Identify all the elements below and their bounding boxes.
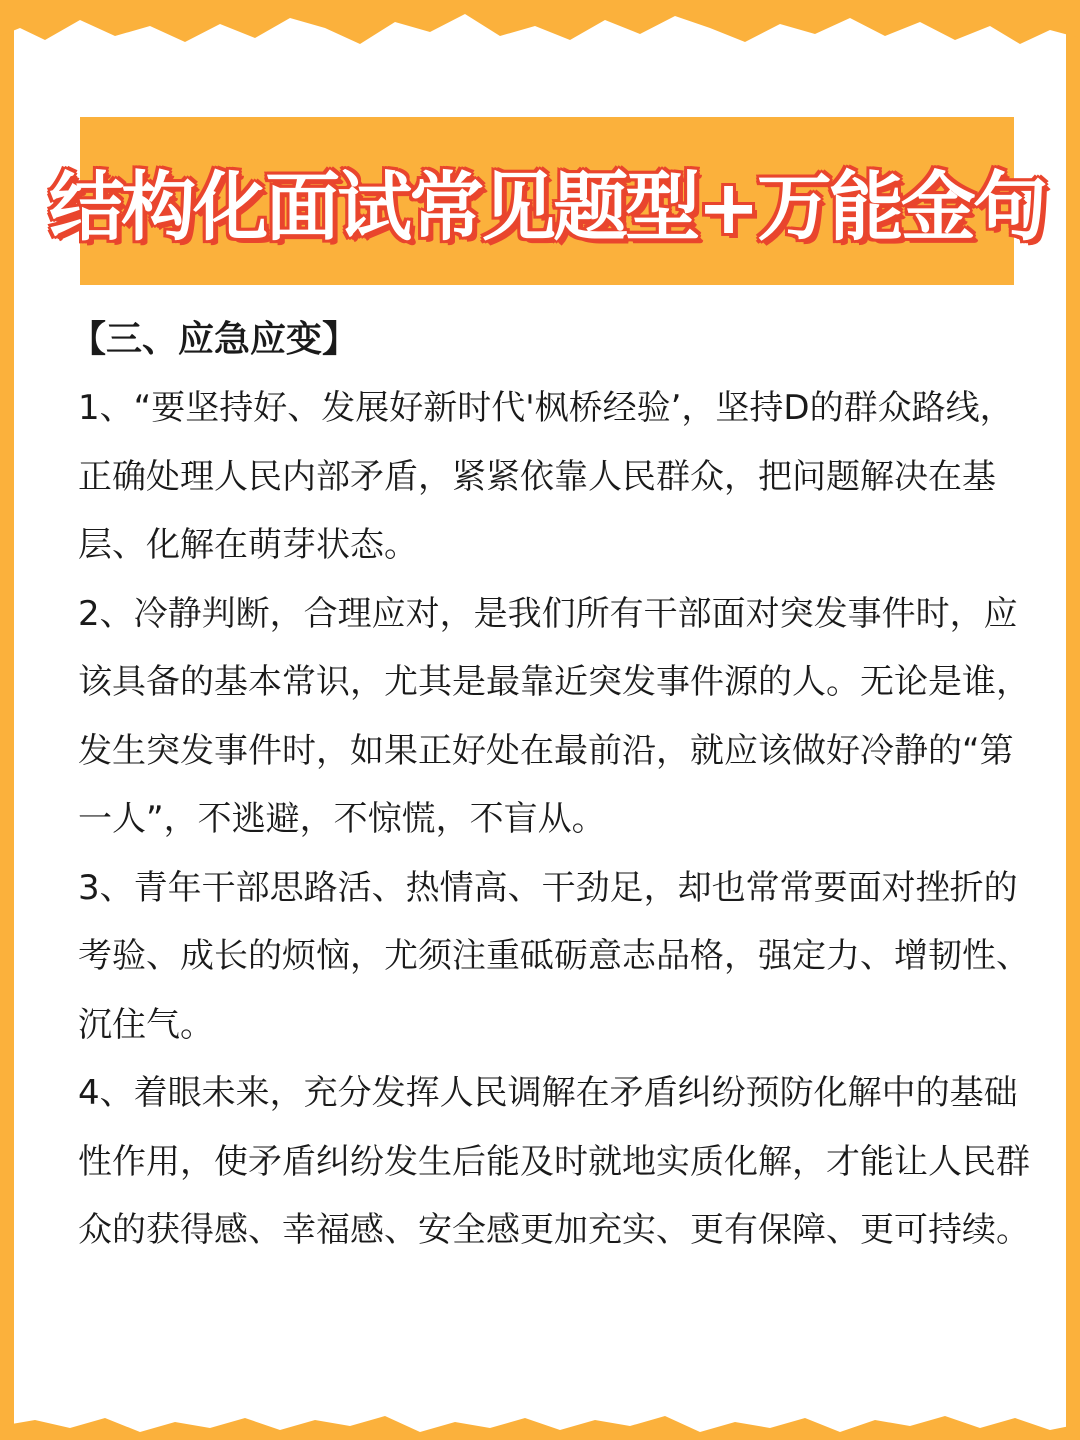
list-item: 2、冷静判断，合理应对，是我们所有干部面对突发事件时，应该具备的基本常识，尤其是最靠近突发事件源的人。无论是谁，发生突发事件时，如果正好处在最前沿，就应该做好冷静的“第一人”，不逃避，不惊慌，不盲从。 xyxy=(78,593,1030,839)
section-heading: 【三、应急应变】 xyxy=(70,319,359,360)
torn-paper-top-edge xyxy=(0,0,1080,60)
list-item: 3、青年干部思路活、热情高、干劲足，却也常常要面对挫折的考验、成长的烦恼，尤须注重砥砺意志品格，强定力、增韧性、沉住气。 xyxy=(78,867,1030,1045)
list-item: 4、着眼未来，充分发挥人民调解在矛盾纠纷预防化解中的基础性作用，使矛盾纠纷发生后能及时就地实质化解，才能让人民群众的获得感、幸福感、安全感更加充实、更有保障、更可持续。 xyxy=(78,1073,1030,1250)
page-title: 结构化面试常见题型+万能金句 xyxy=(49,162,1045,251)
content-body xyxy=(70,306,1038,1265)
torn-paper-bottom-edge xyxy=(0,1410,1080,1440)
list-item: 1、“要坚持好、发展好新时代'枫桥经验’，坚持D的群众路线，正确处理人民内部矛盾，紧紧依靠人民群众，把问题解决在基层、化解在萌芽状态。 xyxy=(78,388,1014,565)
title-banner xyxy=(49,117,1045,285)
